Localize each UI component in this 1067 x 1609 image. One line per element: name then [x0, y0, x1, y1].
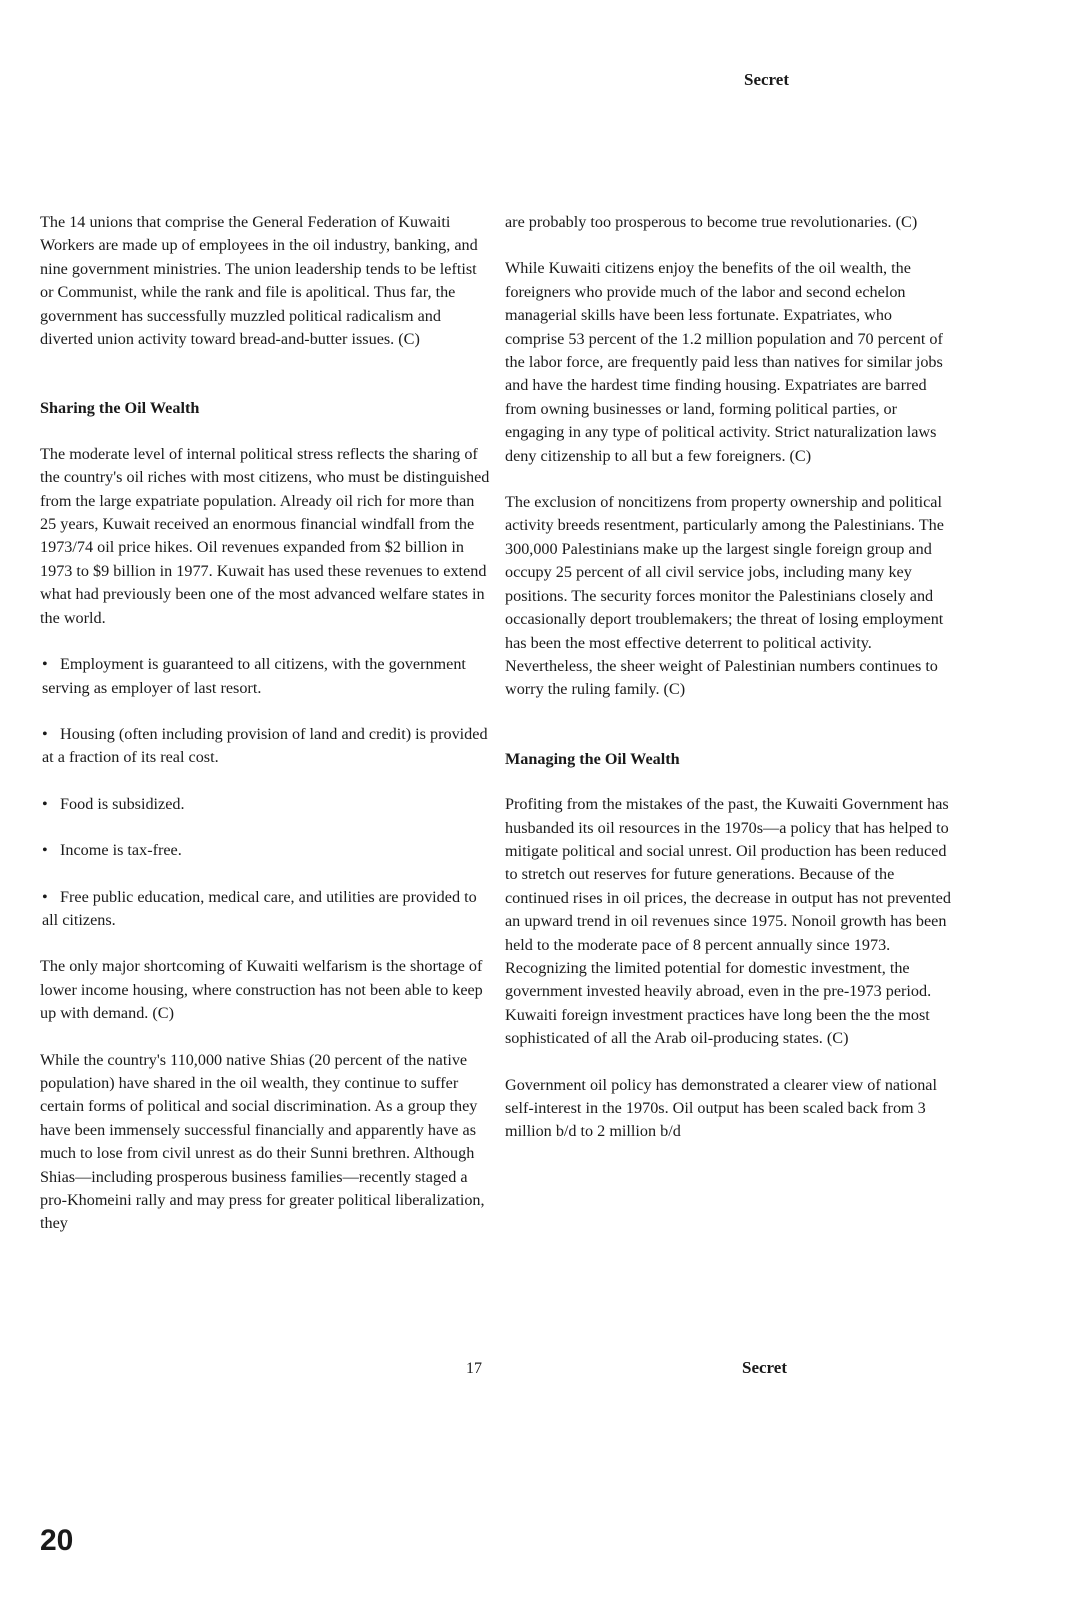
bullet-item: • Free public education, medical care, and utilities are provided to all citizens. [42, 887, 477, 929]
bullet-item: • Employment is guaranteed to all citizens, with the government serving as employer of last resort. [42, 655, 466, 697]
bullet-item: • Food is subsidized. [40, 793, 490, 816]
bullet-marker: • [42, 841, 48, 860]
paragraph-expatriates: While Kuwaiti citizens enjoy the benefits of the oil wealth, the foreigners who provide much of the labor and second echelon managerial skills have been less fortunate. Expatriates, who comprise 53 percent of the 1.2 million population and 70 percent of the labor force, are frequently paid less than natives for similar jobs and have the hardest time finding housing. Expatriates are barred from owning businesses or land, forming political parties, or engaging in any type of political activity. Strict naturalization laws deny citizenship to all but a few foreigners. (C) [505, 259, 943, 465]
right-column [505, 211, 955, 1167]
bullet-marker: • [42, 887, 48, 906]
bullet-item: • Housing (often including provision of land and credit) is provided at a fraction of its real cost. [42, 724, 488, 767]
footer-classification: Secret [742, 1358, 787, 1377]
page-number: 17 [466, 1360, 482, 1377]
left-column [40, 211, 490, 1259]
paragraph-oil-policy: Government oil policy has demonstrated a clearer view of national self-interest in the 1970s. Oil output has been scaled back from 3 million b/d to 2 million b/d [505, 1075, 937, 1141]
bullet-item: • Income is tax-free. [40, 839, 490, 862]
folio-number: 20 [40, 1524, 74, 1557]
paragraph-unions: The 14 unions that comprise the General Federation of Kuwaiti Workers are made up of employees in the oil industry, banking, and nine government ministries. The union leadership tends to be leftist or Communist, while the rank and file is apolitical. Thus far, the government has successfully muzzled political radicalism and diverted union activity toward bread-and-butter issues. (C) [40, 213, 478, 349]
section-heading-sharing: Sharing the Oil Wealth [40, 399, 200, 418]
header-classification: Secret [744, 70, 789, 89]
paragraph-shias: While the country's 110,000 native Shias (20 percent of the native population) have shared in the oil wealth, they continue to suffer certain forms of political and social discrimination. As a group they have been immensely successful financially and apparently have as much to lose from civil unrest as do their Sunni brethren. Although Shias—including prosperous business families—recently staged a pro-Khomeini rally and may press for greater political liberalization, they [40, 1050, 485, 1233]
paragraph-managing: Profiting from the mistakes of the past, the Kuwaiti Government has husbanded its oil resources in the 1970s—a policy that has helped to mitigate political and social unrest. Oil production has been reduced to stretch out reserves for future generations. Because of the continued rises in oil prices, the decrease in output has not prevented an upward trend in oil revenues since 1975. Nonoil growth has been held to the moderate pace of 8 percent annually since 1973. Recognizing the limited potential for domestic investment, the government invested heavily abroad, even in the pre-1973 period. Kuwaiti foreign investment practices have long been the the most sophisticated of all the Arab oil-producing states. (C) [505, 795, 951, 1048]
section-heading-managing: Managing the Oil Wealth [505, 749, 680, 768]
bullet-marker: • [42, 794, 48, 813]
bullet-marker: • [42, 724, 48, 743]
paragraph-sharing: The moderate level of internal political stress reflects the sharing of the country's oil riches with most citizens, who must be distinguished from the large expatriate population. Already oil rich for more than 25 years, Kuwait received an enormous financial windfall from the 1973/74 oil price hikes. Oil revenues expanded from $2 billion in 1973 to $9 billion in 1977. Kuwait has used these revenues to extend what had previously been one of the most advanced welfare states in the world. [40, 444, 490, 627]
paragraph-revolutionaries: are probably too prosperous to become true revolutionaries. (C) [505, 213, 918, 231]
bullet-marker: • [42, 655, 48, 674]
paragraph-palestinians: The exclusion of noncitizens from property ownership and political activity breeds resentment, particularly among the Palestinians. The 300,000 Palestinians make up the largest single foreign group and occupy 25 percent of all civil service jobs, including many key positions. The security forces monitor the Palestinians closely and occasionally deport troublemakers; the threat of losing employment has been the most effective deterrent to political activity. Nevertheless, the sheer weight of Palestinian numbers continues to worry the ruling family. (C) [505, 493, 944, 699]
paragraph-housing-shortage: The only major shortcoming of Kuwaiti welfarism is the shortage of lower income housing, where construction has not been able to keep up with demand. (C) [40, 957, 483, 1023]
